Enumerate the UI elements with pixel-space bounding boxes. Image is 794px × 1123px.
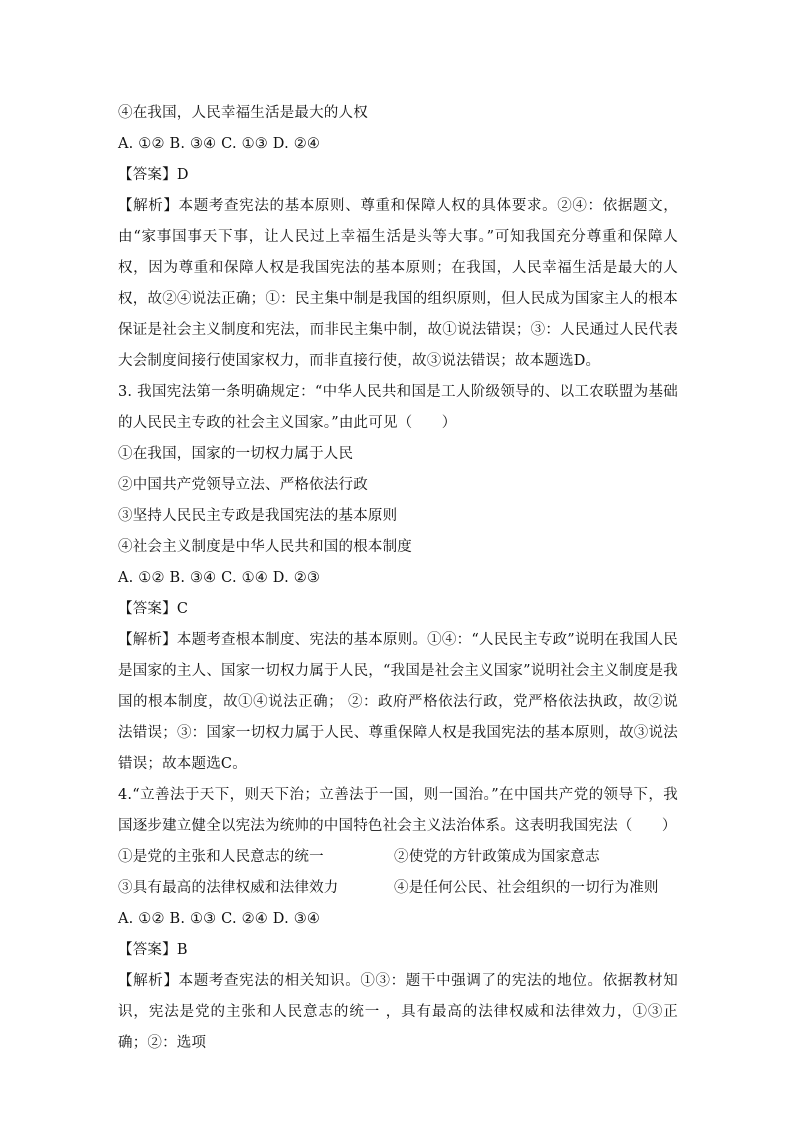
analysis-tag: 【解析】 <box>118 973 179 989</box>
q3-option-2: ②中国共产党领导立法、严格依法行政 <box>118 477 368 493</box>
q4-options-row-2 <box>118 873 678 904</box>
analysis-text: 本题考查根本制度、宪法的基本原则。①④：“人民民主专政”说明在我国人民是国家的主人、国家一切权力属于人民，“我国是社会主义国家”说明社会主义制度是我国的根本制度，故①④说法正确； ②：政府严格依法行政，党严格依法执政，故②说法错误；③：国家一切权力属于人民、尊重保障人权是我国宪法的基本原则，故③说法错误；故本题选C。 <box>118 632 678 772</box>
q2-analysis <box>118 191 678 377</box>
document-page <box>118 98 678 1059</box>
q3-stem: 3. 我国宪法第一条明确规定：“中华人民共和国是工人阶级领导的、以工农联盟为基础的人民民主专政的社会主义国家。”由此可见（ ） <box>118 384 678 431</box>
q2-option-4: ④在我国，人民幸福生活是最大的人权 <box>118 105 368 121</box>
q4-analysis <box>118 966 678 1059</box>
q4-option-3: ③具有最高的法律权威和法律效力 <box>118 880 339 896</box>
answer-value: B <box>176 942 188 958</box>
answer-tag: 【答案】 <box>118 942 177 958</box>
q4-stem: 4.“立善法于天下，则天下治；立善法于一国，则一国治。”在中国共产党的领导下，我国逐步建立健全以宪法为统帅的中国特色社会主义法治体系。这表明我国宪法（ ） <box>118 787 678 834</box>
q4-option-4: ④是任何公民、社会组织的一切行为准则 <box>394 880 659 896</box>
answer-tag: 【答案】 <box>118 601 177 617</box>
q3-option-1: ①在我国，国家的一切权力属于人民 <box>118 446 354 462</box>
q4-option-1: ①是党的主张和人民意志的统一 <box>118 849 324 865</box>
q4-options-row-1 <box>118 842 678 873</box>
q3-answer <box>118 594 678 625</box>
q2-choices: A. ①② B. ③④ C. ①③ D. ②④ <box>118 136 321 152</box>
q3-analysis <box>118 625 678 780</box>
answer-tag: 【答案】 <box>118 167 177 183</box>
analysis-tag: 【解析】 <box>118 198 179 214</box>
q3-option-3: ③坚持人民民主专政是我国宪法的基本原则 <box>118 508 398 524</box>
q4-choices: A. ①② B. ①③ C. ②④ D. ③④ <box>118 911 321 927</box>
analysis-tag: 【解析】 <box>118 632 177 648</box>
q3-option-4: ④社会主义制度是中华人民共和国的根本制度 <box>118 539 412 555</box>
q3-choices: A. ①② B. ③④ C. ①④ D. ②③ <box>118 570 321 586</box>
answer-value: C <box>176 601 189 617</box>
answer-value: D <box>176 167 189 183</box>
analysis-text: 本题考查宪法的相关知识。①③：题干中强调了的宪法的地位。依据教材知识，宪法是党的主张和人民意志的统一 ，具有最高的法律权威和法律效力，①③正确；②：选项 <box>118 973 678 1051</box>
q4-answer <box>118 935 678 966</box>
analysis-text: 本题考查宪法的基本原则、尊重和保障人权的具体要求。②④：依据题文，由“家事国事天下事，让人民过上幸福生活是头等大事。”可知我国充分尊重和保障人权，因为尊重和保障人权是我国宪法的基本原则；在我国，人民幸福生活是最大的人权，故②④说法正确；①：民主集中制是我国的组织原则，但人民成为国家主人的根本保证是社会主义制度和宪法，而非民主集中制，故①说法错误；③：人民通过人民代表大会制度间接行使国家权力，而非直接行使，故③说法错误；故本题选D。 <box>118 198 678 369</box>
q4-option-2: ②使党的方针政策成为国家意志 <box>394 849 600 865</box>
q2-answer <box>118 160 678 191</box>
